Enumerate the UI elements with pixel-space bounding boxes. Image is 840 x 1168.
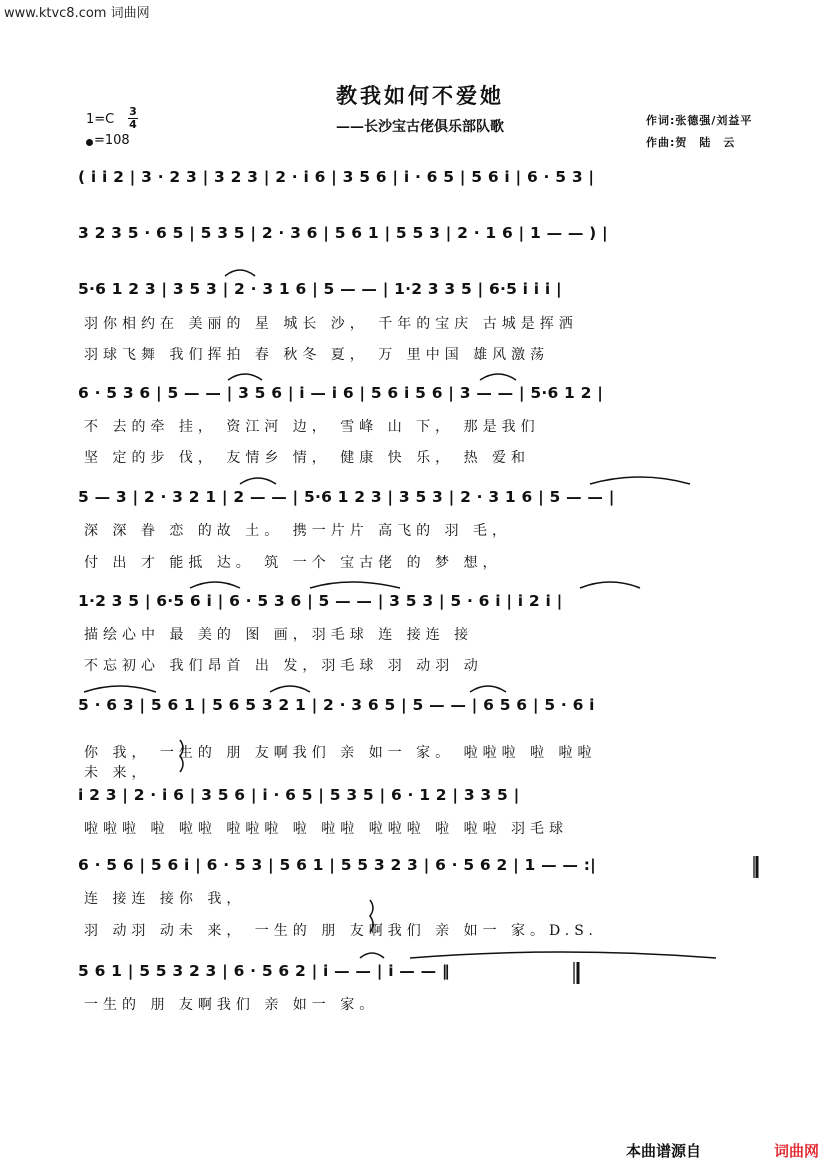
lyric-line-5a: 深 深 眷 恋 的故 土。 携一片片 高飞的 羽 毛，: [84, 523, 512, 539]
notation-line-10: 5 6 1 | 5 5 3 2 3 | 6 · 5 6 2 | i — — | i — — ‖: [78, 962, 450, 980]
song-title: 教我如何不爱她: [336, 83, 504, 108]
slur-mark: [360, 953, 384, 958]
source-label: 本曲谱源自: [626, 1142, 702, 1160]
notation-line-3: 5·6 1 2 3 | 3 5 3 | 2 · 3 1 6 | 5 — — | 1·2 3 3 5 | 6·5 i i i |: [78, 280, 562, 298]
lyric-line-8a: 啦啦啦 啦 啦啦 啦啦啦 啦 啦啦 啦啦啦 啦 啦啦 羽毛球: [84, 821, 569, 837]
notation-line-8: i 2 3 | 2 · i 6 | 3 5 6 | i · 6 5 | 5 3 5 | 6 · 1 2 | 3 3 5 |: [78, 786, 520, 804]
notation-line-1: ( i i 2 | 3 · 2 3 | 3 2 3 | 2 · i 6 | 3 5 6 | i · 6 5 | 5 6 i | 6 · 5 3 |: [78, 168, 595, 186]
song-subtitle: ——长沙宝古佬俱乐部队歌: [336, 119, 504, 135]
lyric-line-3a: 羽你相约在 美丽的 星 城长 沙， 千年的宝庆 古城是挥洒: [84, 316, 578, 332]
notation-line-9: 6 · 5 6 | 5 6 i | 6 · 5 3 | 5 6 1 | 5 5 3 2 3 | 6 · 5 6 2 | 1 — — :|: [78, 856, 596, 874]
slur-mark: [225, 270, 255, 276]
slur-mark: [470, 686, 506, 692]
lyric-line-10a: 一生的 朋 友啊我们 亲 如一 家。: [84, 997, 379, 1013]
lyric-line-4b: 坚 定的步 伐， 友情乡 情， 健康 快 乐， 热 爱和: [84, 450, 531, 466]
lyric-line-7b: 未 来，: [84, 765, 151, 781]
notation-line-6: 1·2 3 5 | 6·5 6 i | 6 · 5 3 6 | 5 — — | 3 5 3 | 5 · 6 i | i 2 i |: [78, 592, 563, 610]
slur-mark: [84, 686, 156, 692]
notation-line-5: 5 — 3 | 2 · 3 2 1 | 2 — — | 5·6 1 2 3 | 3 5 3 | 2 · 3 1 6 | 5 — — |: [78, 488, 615, 506]
notation-line-4: 6 · 5 3 6 | 5 — — | 3 5 6 | i — i 6 | 5 6 i 5 6 | 3 — — | 5·6 1 2 |: [78, 384, 604, 402]
slur-mark: [410, 952, 716, 958]
key-signature: 1=C: [86, 112, 115, 127]
lyric-line-9a: 连 接连 接你 我，: [84, 891, 246, 907]
site-watermark: www.ktvc8.com 词曲网: [4, 6, 150, 21]
meter-bottom: 4: [129, 118, 137, 131]
lyric-line-3b: 羽球飞舞 我们挥拍 春 秋冬 夏， 万 里中国 雄风激荡: [84, 347, 550, 363]
slur-mark: [270, 686, 310, 692]
quarter-note-icon: [86, 139, 93, 146]
slur-mark: [240, 478, 276, 484]
lyric-line-5b: 付 出 才 能抵 达。 筑 一个 宝古佬 的 梦 想，: [84, 555, 502, 571]
tempo-value: =108: [94, 133, 130, 148]
lyric-line-7a: 你 我， 一生的 朋 友啊我们 亲 如一 家。 啦啦啦 啦 啦啦: [84, 745, 597, 761]
slur-mark: [310, 582, 400, 588]
lyric-line-9b: 羽 动羽 动未 来， 一生的 朋 友啊我们 亲 如一 家。D.S.: [84, 923, 598, 939]
lyric-line-6a: 描绘心中 最 美的 图 画，羽毛球 连 接连 接: [84, 627, 474, 643]
lyric-line-6b: 不忘初心 我们昂首 出 发，羽毛球 羽 动羽 动: [84, 658, 483, 674]
meter-top: 3: [129, 105, 137, 118]
source-site-logo[interactable]: 词曲网: [774, 1142, 820, 1160]
slur-mark: [190, 582, 240, 588]
lyricist-credit: 作词:张德强/刘益平: [646, 114, 753, 127]
slur-mark: [228, 374, 262, 380]
notation-line-2: 3 2 3 5 · 6 5 | 5 3 5 | 2 · 3 6 | 5 6 1 | 5 5 3 | 2 · 1 6 | 1 — — ) |: [78, 224, 608, 242]
tempo-marking: [86, 133, 130, 148]
time-signature: [128, 106, 138, 130]
notation-line-7: 5 · 6 3 | 5 6 1 | 5 6 5 3 2 1 | 2 · 3 6 5 | 5 — — | 6 5 6 | 5 · 6 i: [78, 696, 595, 714]
slur-mark: [580, 582, 640, 588]
slur-mark: [590, 477, 690, 484]
slur-mark: [480, 374, 516, 380]
lyric-line-4a: 不 去的牵 挂， 资江河 边， 雪峰 山 下， 那是我们: [84, 419, 540, 435]
composer-credit: 作曲:贺 陆 云: [646, 136, 736, 149]
